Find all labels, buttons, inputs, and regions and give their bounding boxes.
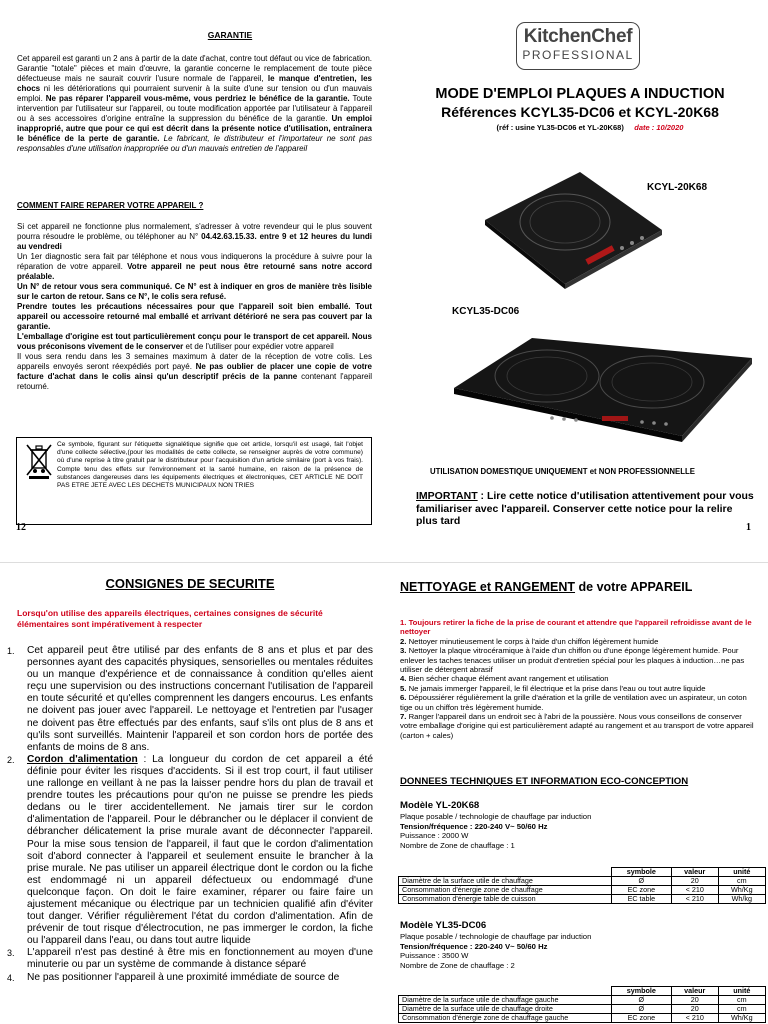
safety-list bbox=[7, 645, 373, 984]
list-item: 1. Toujours retirer la fiche de la prise de courant et attendre que l'appareil refroidisse avant de le nettoyer bbox=[400, 618, 752, 637]
table-row: Diamètre de la surface utile de chauffage droite Ø 20 cm bbox=[399, 1005, 766, 1014]
single-induction-hob-image bbox=[470, 160, 670, 290]
list-item: 2. Nettoyer minutieusement le corps à l'aide d'un chiffon légèrement humide bbox=[400, 636, 659, 646]
cleaning-title: NETTOYAGE et RANGEMENT de votre APPAREIL bbox=[400, 580, 693, 594]
weee-notice bbox=[16, 437, 372, 525]
model-a-specs: Modèle YL-20K68 Plaque posable / technologie de chauffage par induction Tension/fréquence : 220-240 V~ 50/60 Hz Puissance : 2000 W Nombre de Zone de chauffage : 1 bbox=[400, 800, 592, 850]
table-row: Diamètre de la surface utile de chauffage gauche Ø 20 cm bbox=[399, 996, 766, 1005]
list-item: 3. Nettoyer la plaque vitrocéramique à l'aide d'un chiffon ou d'une éponge légèrement humide. Pour enlever les taches tenaces utiliser un produit d'entretien spécial pour les plaques à induction…ne pas utiliser de détergent abrasif bbox=[400, 646, 745, 675]
garantie-title: GARANTIE bbox=[207, 30, 253, 40]
list-item: 4. Bien sécher chaque élément avant rangement et utilisation bbox=[400, 674, 609, 684]
list-item: 3. L'appareil n'est pas destiné à être mis en fonctionnement au moyen d'une minuterie ou par un système de commande à distance séparé bbox=[7, 947, 373, 971]
model-b-table bbox=[398, 986, 766, 1023]
list-item: 2. Cordon d'alimentation : La longueur du cordon de cet appareil a été définie pour éviter les risques d'accidents. Si il est trop court, il faut utiliser une rallonge en veillant à ne pas la laisser pendre hors du plan de travail et prendre toutes les précautions pour qu'on ne puisse se prendre les pieds dedans ou le tirer accidentellement. Ne jamais tirer sur le cordon d'alimentation de l'appareil. Pour le débrancher ou le déplacer il convient de débrancher délicatement la prise murale avant de déconnecter l'appareil. Pour la mise sous tension de l'appareil, il faut que le cordon d'alimentation soit d'abord connecter à l'appareil et seulement ensuite le brancher à la prise murale. Ne pas utiliser un appareil électrique dont le cordon ou la fiche est endommagé ni un appareil défectueux ou endommagé d'une quelconque façon. On doit le faire examiner, réparer ou faire faire un ajustement mécanique ou électrique par un technicien qualifié afin d'éviter tout danger. Vérifier régulièrement l'état du cordon d'alimentation. Afin de prévenir de tout risque d'électrocution, ne pas immerger le cordon, la fiche ou l'appareil dans l'eau, ou dans tout autre liquide bbox=[7, 753, 373, 947]
page-number-left: 12 bbox=[16, 522, 26, 533]
domestic-use-notice: UTILISATION DOMESTIQUE UNIQUEMENT et NON PROFESSIONNELLE bbox=[430, 467, 695, 476]
main-title: MODE D'EMPLOI PLAQUES A INDUCTION bbox=[435, 86, 725, 102]
table-header-row: symbole valeur unité bbox=[399, 868, 766, 877]
table-row: Consommation d'énergie table de cuisson EC table < 210 Wh/kg bbox=[399, 895, 766, 904]
model-b-specs: Modèle YL35-DC06 Plaque posable / technologie de chauffage par induction Tension/fréquence : 220-240 V~ 50/60 Hz Puissance : 3500 W Nombre de Zone de chauffage : 2 bbox=[400, 920, 592, 970]
page-divider bbox=[0, 562, 768, 563]
repair-text: Si cet appareil ne fonctionne plus normalement, s'adresser à votre revendeur qui le plus souvent pourra résoudre le problème, ou téléphoner au N° 04.42.63.15.33. entre 9 et 12 heures du lundi au vendredi Un 1er diagnostic sera fait par téléphone et nous vous indiquerons la procédure à suivre pour la réparation de votre appareil. Votre appareil ne peut nous être retourné sans notre accord préalable. Un N° de retour vous sera communiqué. Ce N° est à indiquer en gros de manière très lisible sur le carton de retour. Sans ce N°, le colis sera refusé. Prendre toutes les précautions nécessaires pour que l'appareil soit bien emballé. Tout appareil ou accessoire retourné mal emballé et arrivant détérioré ne sera pas couvert par la garantie. L'emballage d'origine est tout particulièrement conçu pour le transport de cet appareil. Nous vous préconisons vivement de le conserver et de l'utiliser pour expédier votre appareil Il vous sera rendu dans les 3 semaines maximum à dater de la réception de votre colis. Les appareils envoyés seront réexpédiés port payé. Ne pas oublier de placer une copie de votre facture d'achat dans le colis ainsi qu'un descriptif précis de la panne contenant l'appareil retourné. bbox=[17, 222, 373, 391]
cleaning-list bbox=[400, 618, 755, 740]
table-row: Consommation d'énergie zone de chauffage gauche EC zone < 210 Wh/Kg bbox=[399, 1014, 766, 1023]
crossed-bin-icon bbox=[23, 442, 55, 480]
model-label-single: KCYL-20K68 bbox=[647, 182, 708, 193]
list-item: 1. Cet appareil peut être utilisé par des enfants de 8 ans et plus et par des personnes ayant des capacités physiques, sensorielles ou mentales réduites ou un manque d'expérience et de connaissance à condition qu'elles aient reçu une supervision ou des instructions concernant l'utilisation de l'appareil en toute sécurité et qu'elles comprennent les dangers encourus. Les enfants ne doivent pas jouer avec l'appareil. Le nettoyage et l'entretien par l'usager ne doivent pas être effectués par des enfants, sauf s'ils ont plus de 8 ans et qu'ils sont surveillés. Maintenir l'appareil et son cordon hors de portée des enfants de moins de 8 ans. bbox=[7, 645, 374, 753]
list-item: 5. Ne jamais immerger l'appareil, le fil électrique et la prise dans l'eau ou tout autre liquide bbox=[400, 683, 706, 693]
repair-title: COMMENT FAIRE REPARER VOTRE APPAREIL ? bbox=[17, 201, 204, 210]
important-notice: IMPORTANT : Lire cette notice d'utilisation attentivement pour vous familiariser avec l'appareil. Conserver cette notice pour la relire plus tard bbox=[416, 490, 754, 527]
eco-design-title: DONNEES TECHNIQUES ET INFORMATION ECO-CONCEPTION bbox=[400, 776, 689, 787]
safety-intro: Lorsqu'on utilise des appareils électriques, certaines consignes de sécurité élémentaires sont impérativement à respecter bbox=[17, 608, 323, 629]
weee-text: Ce symbole, figurant sur l'étiquette signalétique signifie que cet article, lorsqu'il est usagé, fait l'objet d'une collecte sélective,(pour les modalités de cette collecte, se renseigner auprès de votre commune) où d'une reprise à titre gratuit par le distributeur pour l'acquisition d'un article similaire (port à vos frais). Compte tenu des effets sur l'environnement et la santé humaine, en raison de la présence de substances dangereuses dans les équipements électriques et électroniques, CET ARTICLE NE DOIT PAS ETRE JETE AVEC LES DECHETS MUNICIPAUX NON TRIES bbox=[57, 441, 363, 490]
list-item: 4. Ne pas positionner l'appareil à une proximité immédiate de source de bbox=[7, 971, 340, 983]
model-label-double: KCYL35-DC06 bbox=[452, 306, 520, 317]
safety-title: CONSIGNES DE SECURITE bbox=[105, 576, 275, 591]
page-number-right: 1 bbox=[746, 522, 751, 533]
factory-references: (réf : usine YL35-DC06 et YL-20K68) date : 10/2020 bbox=[496, 123, 684, 132]
table-row: Diamètre de la surface utile de chauffage Ø 20 cm bbox=[399, 877, 766, 886]
references-title: Références KCYL35-DC06 et KCYL-20K68 bbox=[441, 104, 719, 120]
table-row: Consommation d'énergie zone de chauffage EC zone < 210 Wh/Kg bbox=[399, 886, 766, 895]
list-item: 7. Ranger l'appareil dans un endroit sec à l'abri de la poussière. Nous vous conseillons de conserver votre emballage d'origine qui est particulièrement adapté au rangement et au transport de votre appareil (carton + cales) bbox=[400, 712, 754, 740]
double-induction-hob-image bbox=[452, 318, 757, 446]
list-item: 6. Dépoussiérer régulièrement la grille d'aération et la grille de ventilation avec un aspirateur, un coton tige ou un chiffon très légèrement humide. bbox=[400, 693, 747, 712]
model-a-table bbox=[398, 867, 766, 904]
brand-logo: KitchenChef PROFESSIONAL bbox=[516, 22, 640, 70]
garantie-text: Cet appareil est garanti un 2 ans à partir de la date d'achat, contre tout défaut ou vice de fabrication. Garantie "totale" pièces et main d'œuvre, la garantie concerne le remplacement de toute pièce défectueuse mais ne saurait couvrir l'usure normale de l'appareil, le manque d'entretien, les chocs ni les détériorations qui pourraient survenir à la suite d'une sur tension ou d'un mauvais emploi. Ne pas réparer l'appareil vous-même, vous perdriez le bénéfice de la garantie. Toute intervention par l'utilisateur sur l'appareil, ou toute modification apportée par l'utilisateur à l'appareil ou à ses accessoires d'origine entraîne la suppression du bénéfice de la garantie. Un emploi inapproprié, autre que pour ce qui est décrit dans la présente notice d'utilisation, entraînera le bénéfice de la perte de garantie. Le fabricant, le distributeur et l'importateur ne sont pas responsables d'une utilisation inappropriée ou d'un mauvais entretien de l'appareil bbox=[17, 54, 373, 153]
table-header-row: symbole valeur unité bbox=[399, 987, 766, 996]
